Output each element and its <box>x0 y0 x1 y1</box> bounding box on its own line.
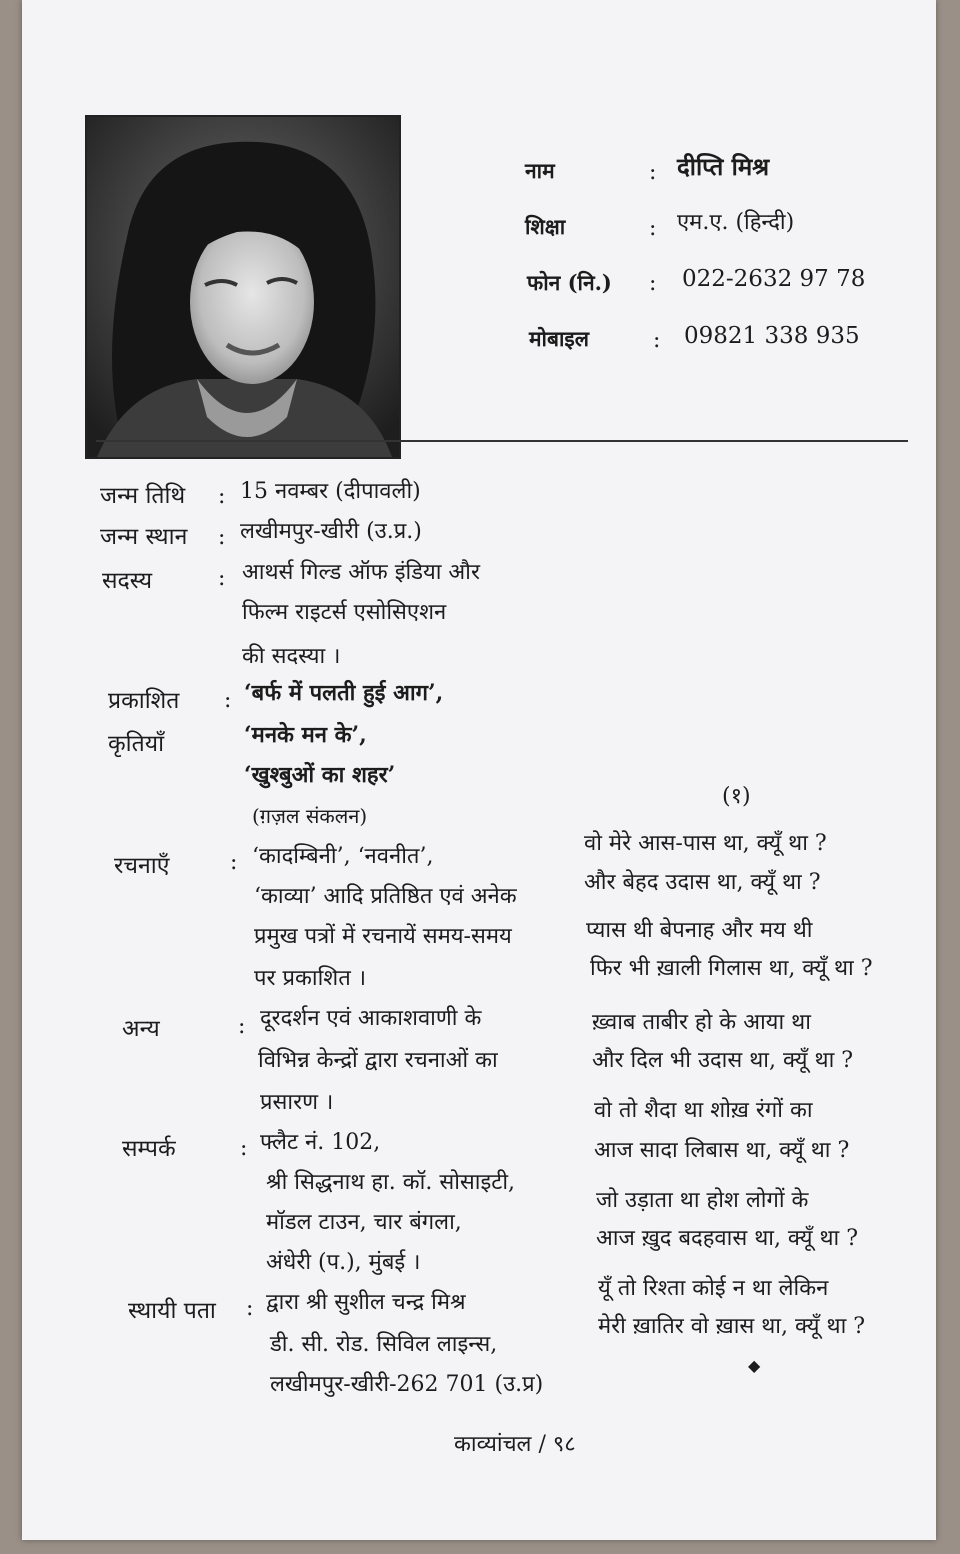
works-label: रचनाएँ <box>114 853 170 879</box>
publications-label: प्रकाशित <box>108 688 180 714</box>
phone-value: 022-2632 97 78 <box>682 266 866 292</box>
poem-number: (१) <box>722 784 751 809</box>
works-line: पर प्रकाशित । <box>254 966 367 991</box>
publication-title: ‘बर्फ में पलती हुई आग’, <box>244 680 444 706</box>
publication-note: (ग़ज़ल संकलन) <box>252 804 368 828</box>
other-line: दूरदर्शन एवं आकाशवाणी के <box>260 1006 482 1031</box>
pob-colon: : <box>218 525 226 550</box>
other-line: प्रसारण । <box>260 1090 334 1115</box>
publications-label: कृतियाँ <box>108 731 165 757</box>
author-photo <box>85 115 401 459</box>
publication-title: ‘मनके मन के’, <box>244 722 367 748</box>
publication-title: ‘खुश्बुओं का शहर’ <box>244 762 396 788</box>
mobile-colon: : <box>653 328 661 353</box>
poem-line: आज ख़ुद बदहवास था, क्यूँ था ? <box>596 1226 859 1251</box>
contact-line: मॉडल टाउन, चार बंगला, <box>266 1210 462 1235</box>
contact-line: अंधेरी (प.), मुंबई । <box>266 1250 421 1275</box>
pob-label: जन्म स्थान <box>100 524 188 550</box>
pob-value: लखीमपुर-खीरी (उ.प्र.) <box>240 519 422 544</box>
poem-line: वो मेरे आस-पास था, क्यूँ था ? <box>584 831 827 856</box>
poem-line: जो उड़ाता था होश लोगों के <box>596 1188 809 1213</box>
end-diamond-icon: ◆ <box>748 1356 761 1375</box>
other-line: विभिन्न केन्द्रों द्वारा रचनाओं का <box>258 1048 498 1073</box>
member-line: आथर्स गिल्ड ऑफ इंडिया और <box>242 560 480 585</box>
poem-line: यूँ तो रिश्ता कोई न था लेकिन <box>598 1276 829 1301</box>
permanent-address-line: लखीमपुर-खीरी-262 701 (उ.प्र) <box>270 1372 544 1397</box>
permanent-address-colon: : <box>246 1296 254 1321</box>
publications-colon: : <box>224 688 232 713</box>
name-value: दीप्ति मिश्र <box>677 152 770 181</box>
poem-line: फिर भी ख़ाली गिलास था, क्यूँ था ? <box>590 956 873 981</box>
phone-colon: : <box>649 271 657 296</box>
other-label: अन्य <box>122 1016 160 1042</box>
name-label: नाम <box>525 158 555 183</box>
works-colon: : <box>230 850 238 875</box>
contact-line: श्री सिद्धनाथ हा. कॉ. सोसाइटी, <box>266 1170 516 1195</box>
contact-line: फ्लैट नं. 102, <box>260 1130 381 1155</box>
permanent-address-label: स्थायी पता <box>128 1298 216 1324</box>
other-colon: : <box>238 1014 246 1039</box>
page-footer: काव्यांचल / ९८ <box>454 1432 576 1457</box>
education-colon: : <box>649 216 657 241</box>
poem-line: वो तो शैदा था शोख़ रंगों का <box>594 1098 813 1123</box>
permanent-address-line: डी. सी. रोड. सिविल लाइन्स, <box>270 1332 498 1357</box>
dob-colon: : <box>218 484 226 509</box>
poem-line: मेरी ख़ातिर वो ख़ास था, क्यूँ था ? <box>598 1314 866 1339</box>
poem-line: आज सादा लिबास था, क्यूँ था ? <box>594 1138 850 1163</box>
poem-line: ख़्वाब ताबीर हो के आया था <box>592 1010 811 1035</box>
member-line: फिल्म राइटर्स एसोसिएशन <box>242 600 447 625</box>
poem-line: प्यास थी बेपनाह और मय थी <box>586 918 813 943</box>
poem-line: और बेहद उदास था, क्यूँ था ? <box>584 870 821 895</box>
phone-label: फोन (नि.) <box>527 270 612 295</box>
works-line: प्रमुख पत्रों में रचनायें समय-समय <box>254 924 512 949</box>
member-label: सदस्य <box>102 568 153 594</box>
portrait-illustration <box>87 117 399 457</box>
member-line: की सदस्या । <box>242 644 341 669</box>
permanent-address-line: द्वारा श्री सुशील चन्द्र मिश्र <box>266 1290 466 1315</box>
contact-colon: : <box>240 1136 248 1161</box>
mobile-value: 09821 338 935 <box>684 323 860 349</box>
contact-label: सम्पर्क <box>122 1136 176 1162</box>
dob-value: 15 नवम्बर (दीपावली) <box>240 479 421 504</box>
member-colon: : <box>218 566 226 591</box>
works-line: ‘कादम्बिनी’, ‘नवनीत’, <box>252 844 434 869</box>
dob-label: जन्म तिथि <box>100 483 186 509</box>
education-label: शिक्षा <box>525 214 566 239</box>
poem-line: और दिल भी उदास था, क्यूँ था ? <box>592 1048 854 1073</box>
name-colon: : <box>649 160 657 185</box>
works-line: ‘काव्या’ आदि प्रतिष्ठित एवं अनेक <box>254 884 517 909</box>
magazine-page <box>22 0 936 1540</box>
education-value: एम.ए. (हिन्दी) <box>677 210 795 235</box>
divider-line <box>96 440 908 442</box>
mobile-label: मोबाइल <box>529 326 589 351</box>
